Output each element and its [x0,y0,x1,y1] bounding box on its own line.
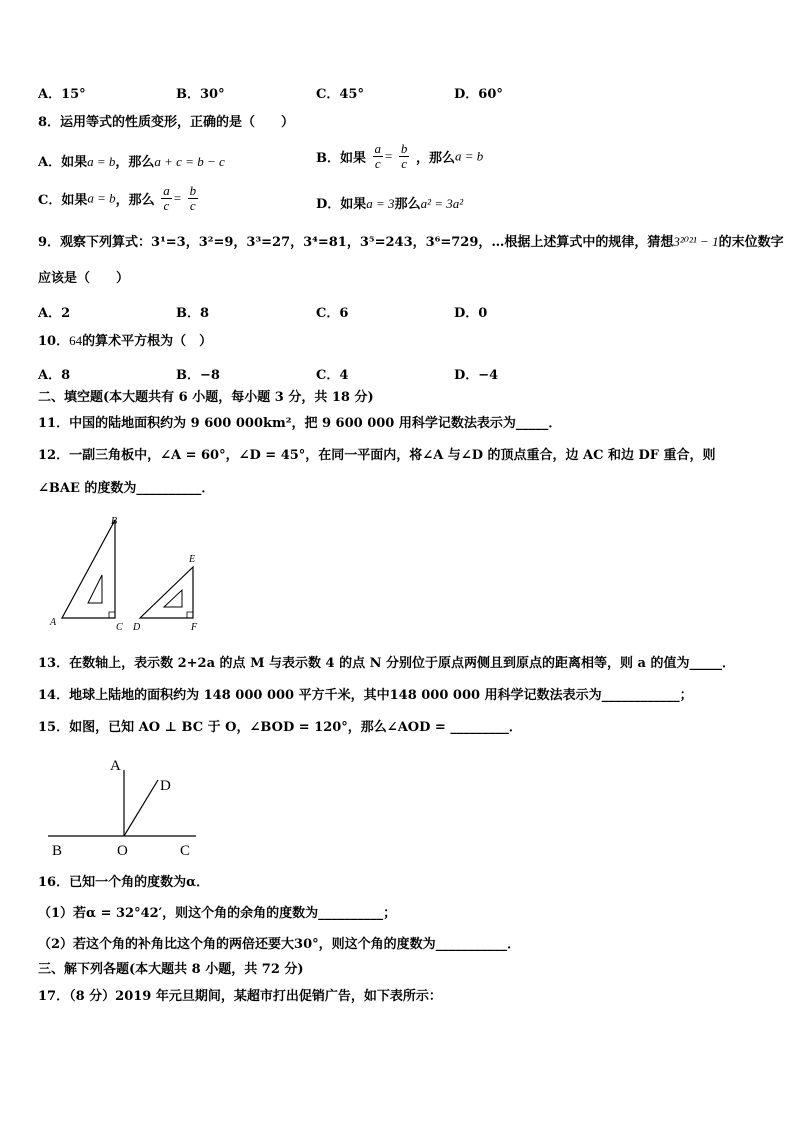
section-3-heading: 三、解下列各题(本大题共 8 小题，共 72 分) [38,962,304,977]
q7-option-d: D．60° [454,87,503,102]
label-d: D [160,778,171,794]
q15-figure-perpendicular [44,752,204,862]
label-f: F [191,622,198,633]
q12-figure-set-squares [40,510,210,635]
label-b: B [111,516,118,527]
q7-option-b: B．30° [176,87,225,102]
fraction: $\frac{a}{c}$ [374,141,382,171]
fraction: $\frac{b}{c}$ [189,183,197,213]
label-a: A [110,758,121,774]
q10-stem: 10．64的算术平方根为（ ） [38,333,213,349]
q14: 14．地球上陆地的面积约为 148 000 000 平方千米，其中148 000 000 用科学记数法表示为____________； [38,688,693,703]
fraction: $\frac{b}{c}$ [400,141,408,171]
q7-option-a: A．15° [38,87,86,102]
q10-option-b: B．−8 [176,368,220,383]
q10-option-c: C．4 [316,368,349,383]
q11: 11．中国的陆地面积约为 9 600 000km²，把 9 600 000 用科学记数法表示为_____． [38,416,562,431]
q8-option-a: A．如果a = b，那么a + c = b − c [38,154,225,170]
q8-option-c: C．如果a = b，那么 $\frac{a}{c}$ = $\frac{b}{c}$ [38,183,197,213]
right-angle-mark-f [187,612,193,618]
q10-option-a: A．8 [38,368,71,383]
q9-option-b: B．8 [176,306,210,321]
q9-option-a: A．2 [38,306,71,321]
fraction: $\frac{a}{c}$ [163,183,170,213]
q7-option-c: C．45° [316,87,364,102]
q9-stem: 9．观察下列算式：3¹=3，3²=9，3³=27，3⁴=81，3⁵=243，3⁶=729，…根据上述算式中的规律，猜想3²⁰²¹ − 1的末位数字 [38,234,784,250]
label-e: E [189,554,196,565]
label-c: C [116,622,123,633]
triangle-def [140,567,193,618]
right-angle-mark-c [109,612,115,618]
q8-option-d: D．如果a = 3那么a² = 3a² [316,196,464,212]
label-o: O [117,843,128,859]
label-a: A [50,617,57,628]
q9-stem-line2: 应该是（ ） [38,271,130,286]
q15: 15．如图，已知 AO ⊥ BC 于 O，∠BOD = 120°，那么∠AOD = _________． [38,720,522,735]
q8-stem: 8．运用等式的性质变形，正确的是（ ） [38,115,295,130]
q12-line1: 12．一副三角板中，∠A = 60°，∠D = 45°，在同一平面内，将∠A 与∠D 的顶点重合，边 AC 和边 DF 重合，则 [38,448,716,463]
q9-option-d: D．0 [454,306,488,321]
q12-line2: ∠BAE 的度数为__________． [38,481,215,496]
q13: 13．在数轴上，表示数 2+2a 的点 M 与表示数 4 的点 N 分别位于原点两侧且到原点的距离相等，则 a 的值为_____． [38,656,735,671]
label-b: B [52,843,63,859]
triangle-abc-inner [88,575,102,603]
section-2-heading: 二、填空题(本大题共有 6 小题，每小题 3 分，共 18 分) [38,390,374,405]
ray-od [124,780,158,836]
q16-stem: 16．已知一个角的度数为α． [38,875,210,890]
label-c: C [180,843,191,859]
q16-part1: （1）若α = 32°42′，则这个角的余角的度数为__________； [38,906,397,921]
q8-option-b: B．如果 $\frac{a}{c}$ = $\frac{b}{c}$ ，那么a = b [316,141,484,171]
q16-part2: （2）若这个角的补角比这个角的两倍还要大30°，则这个角的度数为___________． [38,937,521,952]
label-d: D [133,622,141,633]
q10-option-d: D．−4 [454,368,499,383]
q9-option-c: C．6 [316,306,349,321]
q17: 17．（8 分）2019 年元旦期间，某超市打出促销广告，如下表所示： [38,989,442,1004]
